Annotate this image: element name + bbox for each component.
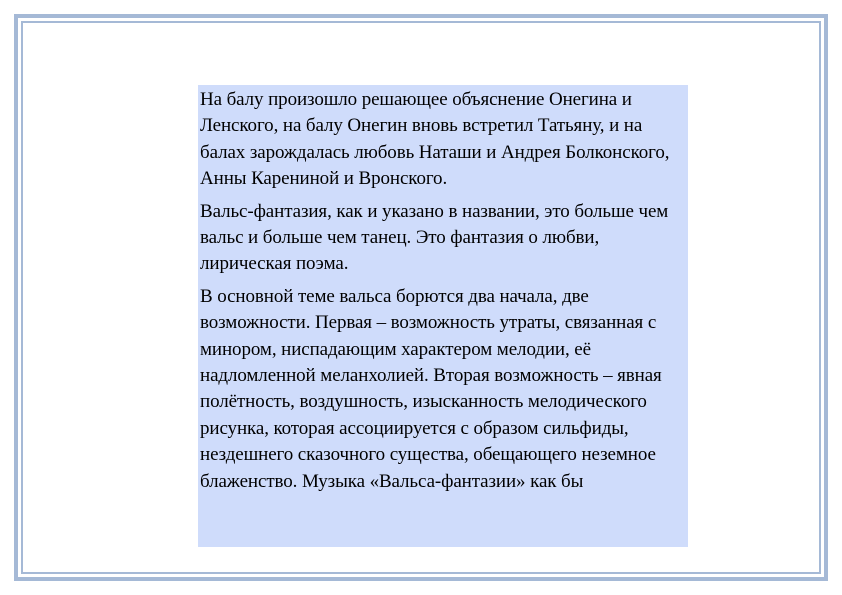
paragraph-waltz-fantasy: Вальс-фантазия, как и указано в названии, это больше чем вальс и больше чем танец. Это фантазия о любви, лирическая поэма. xyxy=(200,200,669,275)
paragraph-main-theme: В основной теме вальса борются два начала, две возможности. Первая – возможность утраты, связанная с минором, ниспадающим характером мелодии, её надломленной меланхолией. Вторая возможность – явная полётность, воздушность, изысканность мелодического рисунка, которая ассоциируется с образом сильфиды, нездешнего сказочного существа, обещающего неземное блаженство. Музыка «Вальса-фантазии» как бы xyxy=(200,285,662,492)
text-block xyxy=(198,85,688,547)
paragraph-ball: На балу произошло решающее объяснение Онегина и Ленского, на балу Онегин вновь встретил Татьяну, и на балах зарождалась любовь Наташи и Андрея Болконского, Анны Карениной и Вронского. xyxy=(200,89,670,190)
